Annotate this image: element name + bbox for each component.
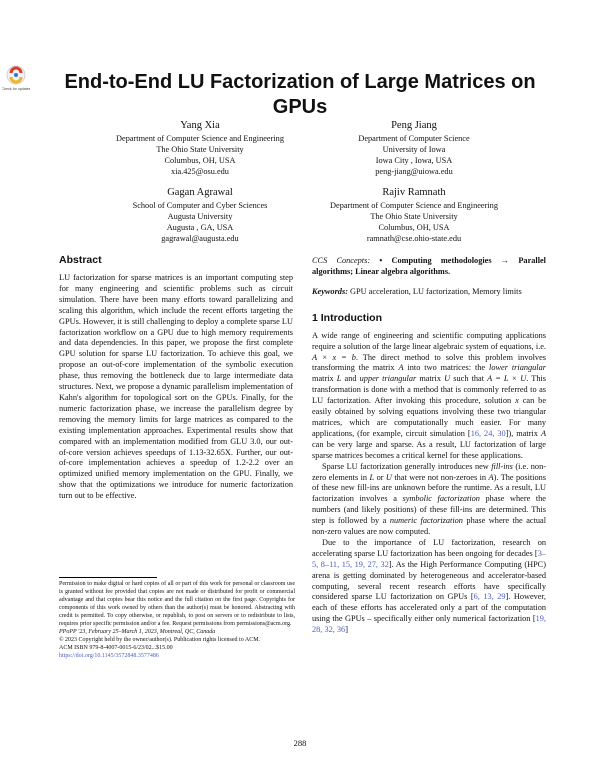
ccs-label: CCS Concepts: bbox=[312, 256, 371, 265]
text-run: A wide range of engineering and scientific computing applications require a solution of the large linear algebraic system of equations, i.e. bbox=[312, 330, 546, 351]
text-run: can be easily obtained by solving equations involving these two triangular matrices, which are computationally much easier. For many applications, (for example, circuit simulation [ bbox=[312, 396, 547, 438]
text-run: phase where the actual non-zero values are now computed. bbox=[312, 516, 547, 537]
author-name: Yang Xia bbox=[180, 120, 220, 131]
copyright-line: © 2023 Copyright held by the owner/author(s). Publication rights licensed to ACM. bbox=[59, 637, 261, 643]
text-run: ]. As the High Performance Computing (HPC) arena is getting dominated by heterogeneous and accelerator-based computing, several recent research efforts have specifically considered sparse LU factorization on GPUs [ bbox=[312, 559, 546, 602]
author-block-1 bbox=[84, 119, 316, 177]
text-run: ]), matrix bbox=[505, 428, 541, 438]
author-location: Columbus, OH, USA bbox=[378, 223, 450, 232]
text-run: matrix bbox=[312, 374, 337, 384]
intro-paragraph-3 bbox=[312, 538, 546, 636]
ccs-concepts bbox=[312, 256, 546, 278]
author-email[interactable]: peng-jiang@uiowa.edu bbox=[375, 167, 453, 176]
text-run: Due to the importance of LU factorization, research on accelerating sparse LU factorization has been ongoing for decades [ bbox=[312, 537, 546, 558]
footer-rule bbox=[59, 577, 157, 578]
author-block-3 bbox=[84, 186, 316, 244]
text-run: can be very large and sparse. As a result, LU factorization of large sparse matrices becomes a critical kernel for these applications. bbox=[312, 439, 546, 460]
author-affiliation: University of Iowa bbox=[382, 145, 446, 154]
emphasis: L bbox=[336, 374, 342, 384]
right-column bbox=[312, 256, 546, 636]
ccs-text: • Computing methodologies → Parallel algorithms; Linear algebra algorithms. bbox=[312, 256, 546, 276]
isbn-line: ACM ISBN 979-8-4007-0015-6/23/02...$15.00 bbox=[59, 645, 173, 651]
emphasis: symbolic factorization bbox=[402, 494, 480, 504]
author-email[interactable]: gagrawal@augusta.edu bbox=[161, 234, 239, 243]
text-run: such that bbox=[450, 374, 488, 384]
keywords bbox=[312, 287, 546, 298]
emphasis: U bbox=[385, 472, 392, 482]
keywords-label: Keywords: bbox=[312, 286, 348, 296]
author-location: Iowa City , Iowa, USA bbox=[375, 156, 453, 165]
text-run: or bbox=[374, 472, 386, 482]
author-location: Augusta , GA, USA bbox=[166, 223, 234, 232]
abstract-section bbox=[59, 254, 293, 502]
citation-link[interactable]: 6, 13, 29 bbox=[473, 592, 506, 602]
intro-paragraph-2 bbox=[312, 462, 546, 538]
emphasis: lower triangular bbox=[489, 363, 546, 373]
author-name: Rajiv Ramnath bbox=[382, 187, 446, 198]
emphasis: A bbox=[488, 472, 494, 482]
doi-link[interactable]: https://doi.org/10.1145/3572848.3577486 bbox=[59, 653, 159, 659]
text-run: Sparse LU factorization generally introduces new bbox=[322, 461, 492, 471]
keywords-text: GPU acceleration, LU factorization, Memory limits bbox=[350, 286, 522, 296]
author-block-4 bbox=[298, 186, 530, 244]
author-affiliation: The Ohio State University bbox=[370, 212, 458, 221]
citation-link[interactable]: 3–5, 8–11, 15, 19, 27, 32 bbox=[312, 548, 546, 569]
abstract-heading: Abstract bbox=[59, 254, 102, 266]
conference-info: PPoPP '23, February 25–March 1, 2023, Montreal, QC, Canada bbox=[59, 629, 216, 635]
author-location: Columbus, OH, USA bbox=[164, 156, 236, 165]
text-run: . This transformation is done with a method that is commonly referred to as LU factorization. After invoking this procedure, solution bbox=[312, 374, 547, 406]
author-email[interactable]: xia.425@osu.edu bbox=[171, 167, 229, 176]
citation-link[interactable]: 16, 24, 30 bbox=[470, 428, 506, 438]
text-run: and bbox=[341, 374, 360, 384]
emphasis: A bbox=[540, 428, 547, 438]
intro-paragraph-1 bbox=[312, 331, 546, 462]
emphasis: fill-ins bbox=[491, 461, 513, 471]
text-run: matrix bbox=[416, 374, 445, 384]
author-affiliation: Department of Computer Science and Engineering bbox=[330, 201, 498, 210]
emphasis: L bbox=[369, 472, 375, 482]
page-number: 288 bbox=[293, 738, 307, 748]
author-email[interactable]: ramnath@cse.ohio-state.edu bbox=[366, 234, 462, 243]
text-run: phase where the numbers (and likely positions) of these fill-ins are determined. This step is followed by a bbox=[312, 494, 546, 526]
emphasis: upper triangular bbox=[359, 374, 417, 384]
copyright-footer bbox=[59, 577, 295, 660]
emphasis: numeric factorization bbox=[389, 516, 463, 526]
author-affiliation: School of Computer and Cyber Sciences bbox=[132, 201, 268, 210]
author-name: Peng Jiang bbox=[391, 120, 437, 131]
author-name: Gagan Agrawal bbox=[167, 187, 233, 198]
text-run: ]. However, each of these efforts has accelerated only a part of the computation using the GPUs – specifically either only numerical factorization [ bbox=[312, 592, 546, 624]
emphasis: A bbox=[398, 363, 404, 373]
text-run: ). The positions of these new fill-ins are unknown before the runtime. As a result, LU factorization involves a bbox=[312, 472, 547, 504]
text-run: ] bbox=[345, 625, 348, 635]
author-affiliation: Augusta University bbox=[167, 212, 233, 221]
citation-link[interactable]: 19, 28, 32, 36 bbox=[312, 614, 546, 635]
emphasis: x bbox=[515, 396, 519, 406]
abstract-text: LU factorization for sparse matrices is an important computing step for many engineering and scientific problems such as circuit simulation. There have been many efforts toward parallelizing and scaling this algorithm, which include the recent efforts targeting the GPUs. However, it is still challenging to deploy a complete sparse LU factorization workflow on a GPU due to high memory requirements and data dependencies. In this paper, we propose the first complete GPU solution for sparse LU factorization. To achieve this goal, we propose an out-of-core implementation of the symbolic execution phase, thus removing the bottleneck due to large intermediate data structures. Next, we propose a dynamic parallelism implementation of Kahn's algorithm for topological sort on the GPUs. Finally, for the numeric factorization phase, we increase the parallelism degree by removing the memory limits for large matrices as compared to the existing implementation approaches. Experimental results show that compared with an implementation modified from GLU 3.0, our out-of-core version achieves speedups of 1.13-32.65X. Further, our out-of-core implementation achieves a speedup of 1.2-2.2 over an optimized unified memory implementation on the GPU. Finally, we show that the optimizations we introduce for numeric factorization turn out to be effective. bbox=[59, 273, 293, 501]
text-run: (i.e. non-zero elements in bbox=[312, 461, 546, 482]
check-for-updates-badge[interactable] bbox=[2, 64, 30, 94]
check-for-updates-icon bbox=[2, 64, 30, 94]
author-affiliation: Department of Computer Science bbox=[358, 134, 470, 143]
text-run: into two matrices: the bbox=[403, 363, 490, 373]
author-affiliation: Department of Computer Science and Engineering bbox=[116, 134, 284, 143]
check-for-updates-label: Check for updates bbox=[2, 87, 30, 91]
introduction-heading: 1 Introduction bbox=[312, 311, 382, 324]
text-run: . The direct method to solve this problem involves transforming the matrix bbox=[312, 352, 546, 373]
emphasis: A = L × U bbox=[487, 374, 527, 384]
emphasis: U bbox=[444, 374, 451, 384]
author-affiliation: The Ohio State University bbox=[156, 145, 244, 154]
text-run: that were not non-zeroes in bbox=[391, 472, 489, 482]
paper-title: End-to-End LU Factorization of Large Matrices on GPUs bbox=[64, 71, 536, 118]
emphasis: A × x = b bbox=[312, 352, 356, 362]
author-block-2 bbox=[298, 119, 530, 177]
permission-notice: Permission to make digital or hard copies of all or part of this work for personal or classroom use is granted without fee provided that copies are not made or distributed for profit or commercial advantage and that copies bear this notice and the full citation on the first page. Copyrights for components of this work owned by others than the author(s) must be honored. Abstracting with credit is permitted. To copy otherwise, or republish, to post on servers or to redistribute to lists, requires prior specific permission and/or a fee. Request permissions from permissions@acm.org. bbox=[59, 581, 295, 627]
